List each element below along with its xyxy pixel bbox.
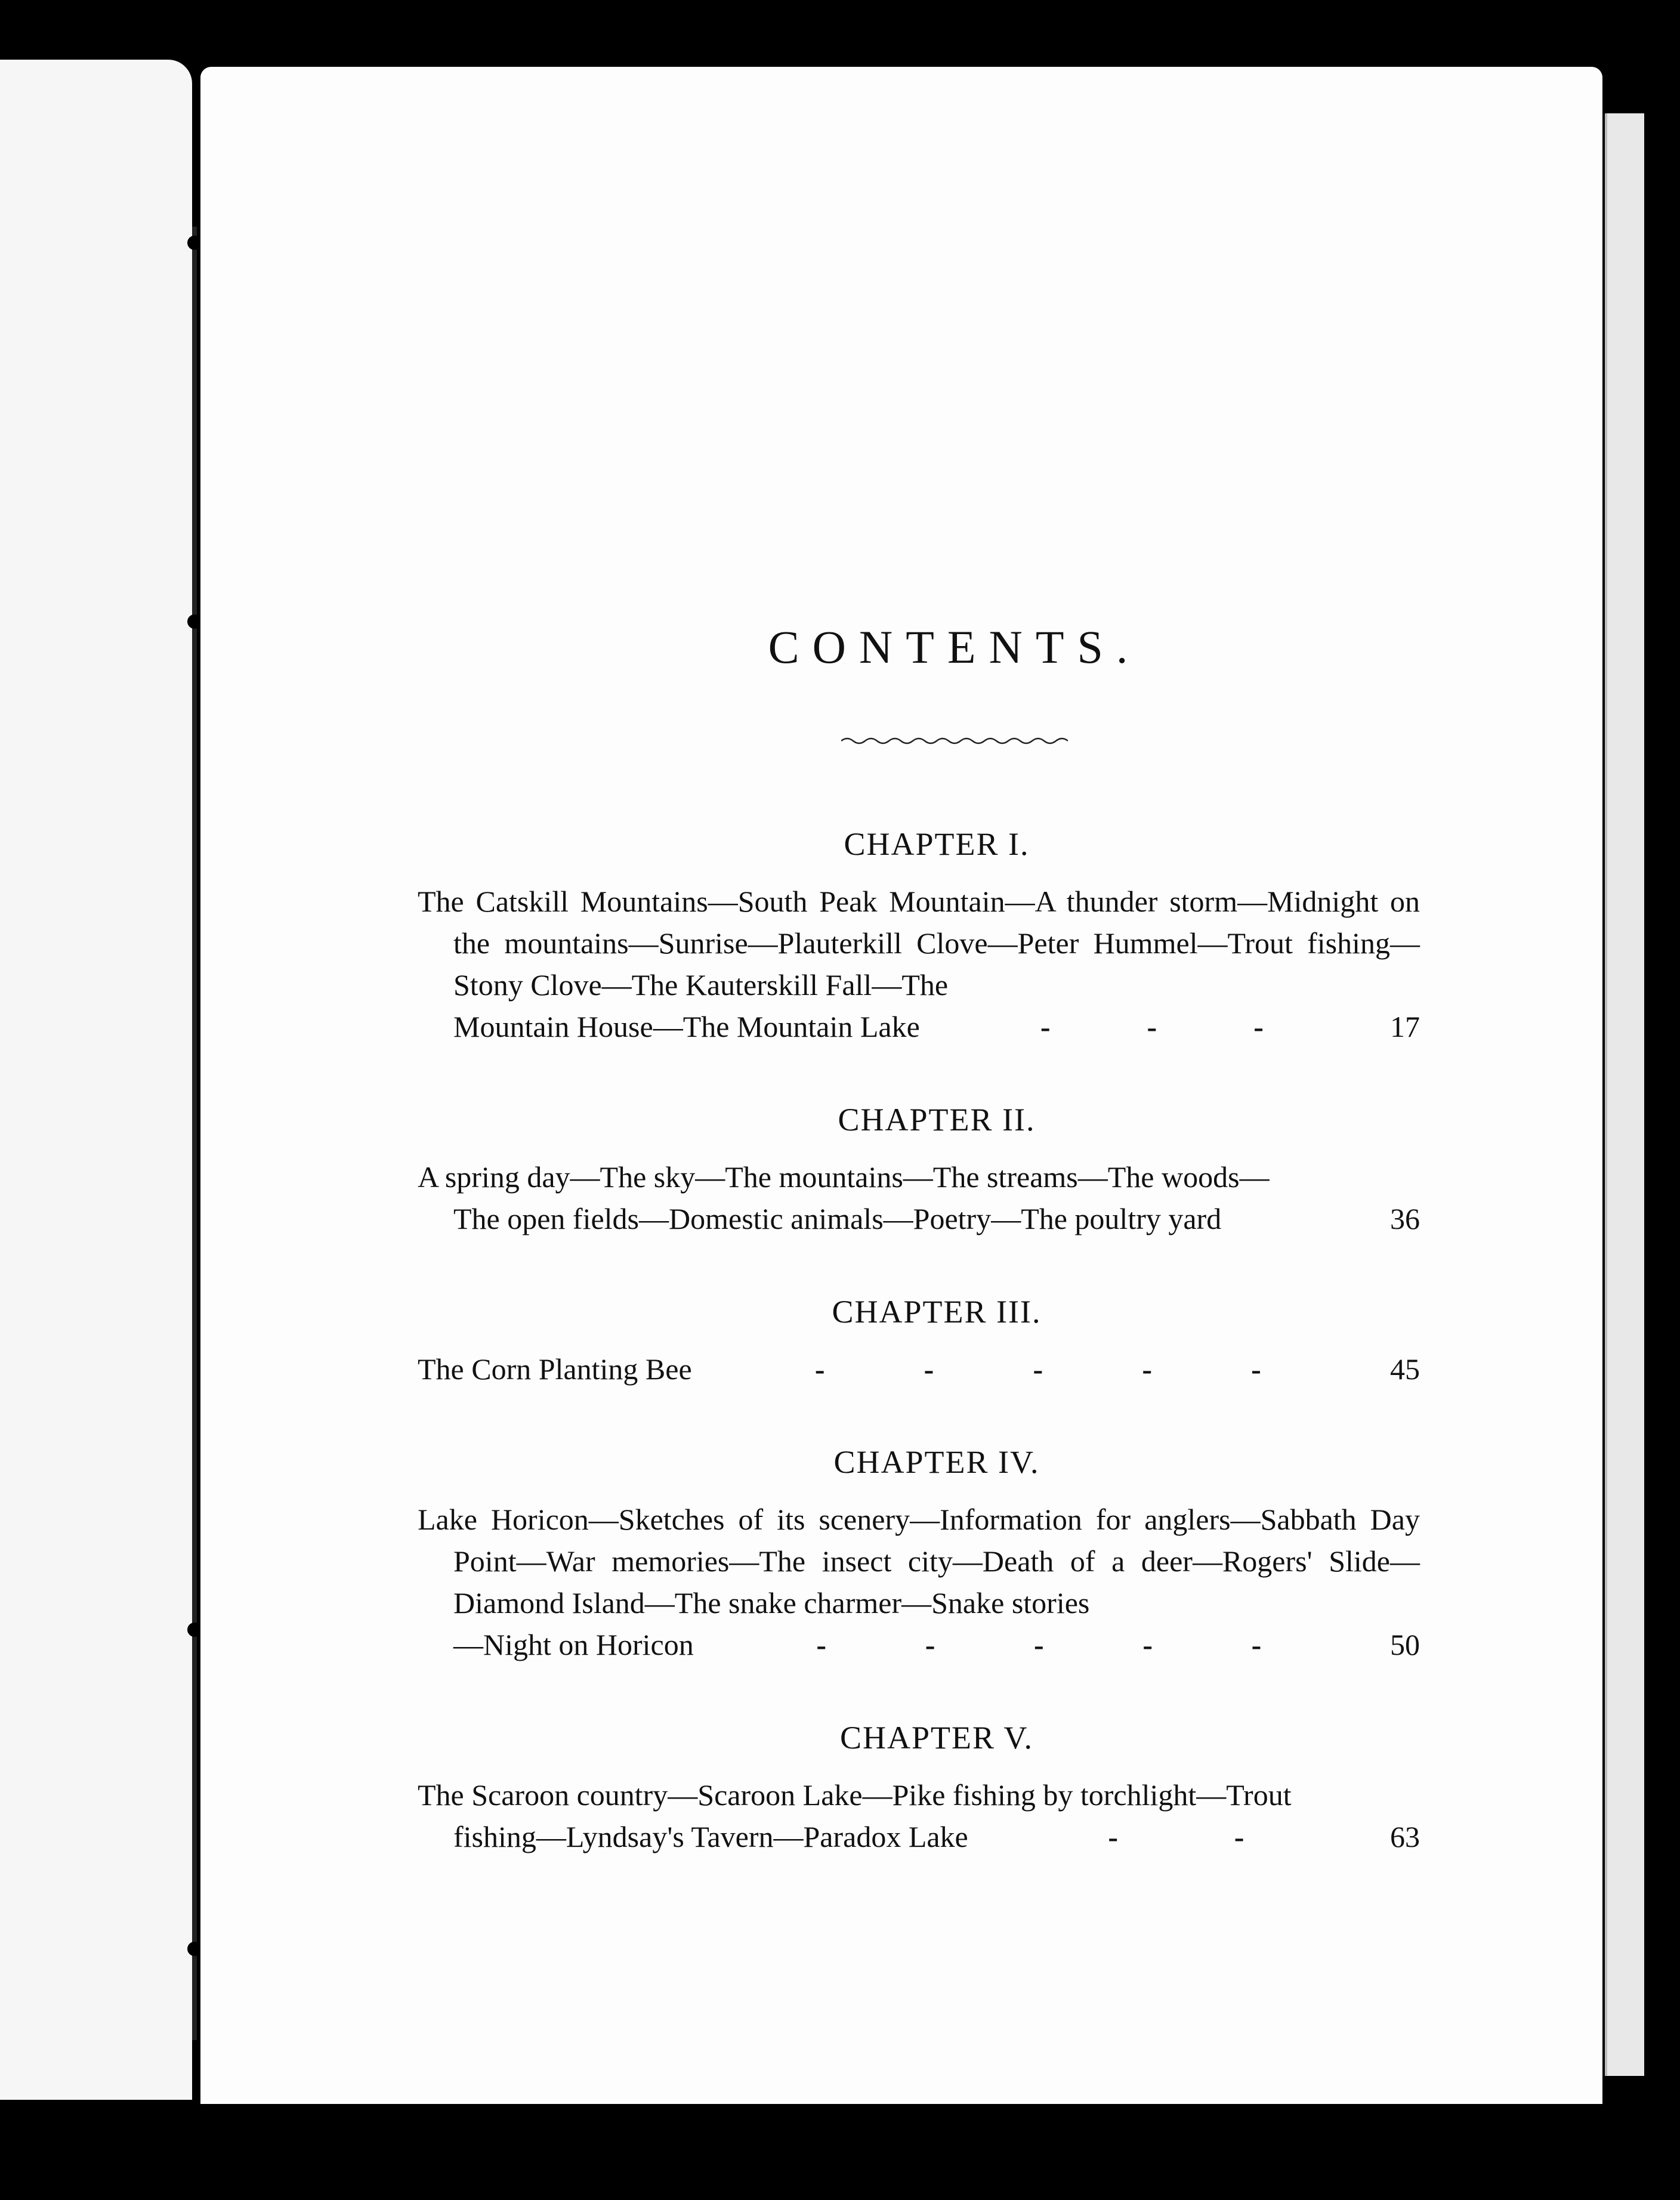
leader-mark: -: [925, 1628, 935, 1661]
leader-mark: -: [1108, 1820, 1119, 1853]
binding-gutter: [192, 227, 197, 2040]
decorative-rule: [841, 734, 1068, 748]
chapter-entry: [418, 1719, 1420, 1858]
leader-mark: -: [1033, 1352, 1043, 1386]
chapter-summary: A spring day—The sky—The mountains—The streams—The woods—: [418, 1160, 1270, 1194]
chapter-summary: The Scaroon country—Scaroon Lake—Pike fishing by torchlight—Trout: [418, 1778, 1292, 1812]
page-number: 17: [1390, 1010, 1420, 1043]
chapter-heading: CHAPTER I.: [844, 826, 1030, 862]
page-number: 63: [1390, 1820, 1420, 1853]
chapter-summary-end: Mountain House—The Mountain Lake: [453, 1010, 920, 1043]
binding-stitch: [187, 1942, 202, 1956]
binding-stitch: [187, 1623, 202, 1637]
leader-mark: -: [924, 1352, 934, 1386]
binding-stitch: [187, 236, 202, 250]
leader-mark: -: [1040, 1010, 1051, 1043]
chapter-summary-end: —Night on Horicon: [453, 1628, 694, 1661]
chapter-summary-final-line: [418, 1006, 1420, 1048]
chapter-heading: CHAPTER IV.: [833, 1444, 1040, 1480]
chapter-heading: CHAPTER V.: [839, 1720, 1034, 1756]
chapter-summary-final-line: [418, 1816, 1420, 1858]
chapter-summary-end: The open fields—Domestic animals—Poetry—The poultry yard: [453, 1202, 1222, 1235]
binding-stitch: [187, 614, 202, 629]
leader-mark: -: [1251, 1628, 1262, 1661]
chapter-summary-final-line: [418, 1348, 1420, 1390]
page-title: CONTENTS.: [768, 621, 1141, 673]
chapter-heading: CHAPTER III.: [832, 1294, 1042, 1330]
contents-block: [418, 620, 1420, 1858]
page-number: 50: [1390, 1628, 1420, 1661]
page-edge: [1605, 113, 1644, 2076]
chapter-entry: [418, 1293, 1420, 1390]
leader-mark: -: [1142, 1628, 1153, 1661]
chapter-summary: Lake Horicon—Sketches of its scenery—Information for anglers—Sabbath Day Point—War memories—The insect city—Death of a deer—Rogers' Slide—Diamond Island—The snake charmer—Snake stories: [418, 1503, 1420, 1620]
chapter-entry: [418, 826, 1420, 1048]
leader-mark: -: [1034, 1628, 1044, 1661]
leader-mark: -: [1251, 1352, 1261, 1386]
chapter-heading: CHAPTER II.: [838, 1102, 1036, 1138]
page-number: 45: [1390, 1352, 1420, 1386]
chapter-summary-final-line: [418, 1198, 1420, 1240]
leader-mark: -: [1147, 1010, 1157, 1043]
chapter-list: [418, 826, 1420, 1858]
leader-mark: -: [1253, 1010, 1264, 1043]
dot-leaders: [968, 1816, 1384, 1858]
chapter-entry: [418, 1101, 1420, 1240]
chapter-summary-end: fishing—Lyndsay's Tavern—Paradox Lake: [453, 1820, 968, 1853]
leader-mark: -: [1234, 1820, 1244, 1853]
leader-mark: -: [816, 1628, 827, 1661]
chapter-summary-end: The Corn Planting Bee: [418, 1352, 692, 1386]
chapter-summary-final-line: [418, 1624, 1420, 1666]
leader-mark: -: [1142, 1352, 1152, 1386]
dot-leaders: [694, 1624, 1384, 1666]
facing-page: [0, 60, 192, 2100]
page-number: 36: [1390, 1202, 1420, 1235]
chapter-entry: [418, 1444, 1420, 1666]
dot-leaders: [920, 1006, 1384, 1048]
leader-mark: -: [814, 1352, 825, 1386]
dot-leaders: [692, 1348, 1384, 1390]
chapter-summary: The Catskill Mountains—South Peak Mountain—A thunder storm—Midnight on the mountains—Sunrise—Plauterkill Clove—Peter Hummel—Trout fishing—Stony Clove—The Kauterskill Fall—The: [418, 885, 1420, 1002]
